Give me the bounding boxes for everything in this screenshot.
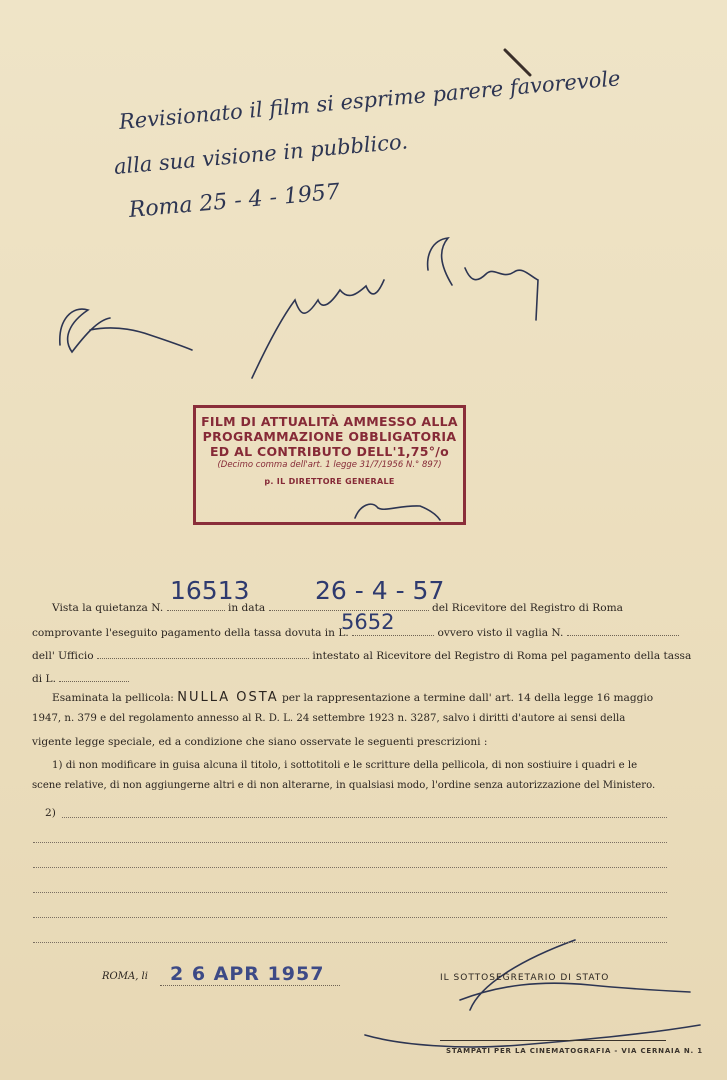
stamp-line-2: PROGRAMMAZIONE OBBLIGATORIA [202, 429, 457, 444]
handwritten-note-line-1: Revisionato il film si esprime parere favorevole [117, 66, 622, 134]
ufficio-label: dell' Ufficio [32, 650, 94, 662]
date-stamp: 2 6 APR 1957 [170, 963, 325, 985]
ovvero-label: ovvero visto il vaglia N. [437, 627, 564, 639]
quietanza-number: 16513 [170, 576, 250, 605]
stamp-line-3: ED AL CONTRIBUTO DELL'1,75°/o [209, 444, 450, 459]
form-line-2 [32, 625, 679, 639]
signature-middle [252, 280, 384, 378]
esaminata-line-3: vigente legge speciale, ed a condizione che siano osservate le seguenti prescrizioni : [32, 736, 488, 748]
blank-line-2 [33, 842, 667, 843]
clause-1-line-1: 1) di non modificare in guisa alcuna il titolo, i sottotitoli e le scritture della pellicola, di non sostiuire i quadri e le [52, 760, 638, 771]
blank-line-6 [33, 942, 667, 943]
handwritten-note-line-2: alla sua visione in pubblico. [112, 129, 409, 179]
approval-stamp [193, 405, 466, 525]
handwritten-note-date: Roma 25 - 4 - 1957 [127, 179, 341, 223]
date-underline [160, 985, 340, 986]
esaminata-line-1 [52, 690, 653, 705]
blank-line-3 [33, 867, 667, 868]
signature-left [60, 309, 192, 352]
stamp-line-4: (Decimo comma dell'art. 1 legge 31/7/1956 N.° 897) [217, 460, 442, 470]
signature-right [428, 238, 538, 320]
signature-bottom [365, 940, 700, 1047]
blank-line-1 [62, 817, 667, 818]
blank-line-5 [33, 917, 667, 918]
stamp-line-5: p. IL DIRETTORE GENERALE [264, 477, 395, 486]
nulla-osta: NULLA OSTA [177, 690, 279, 705]
clause-1-line-2: scene relative, di non aggiungerne altri e di non alterarne, in qualsiasi modo, l'ordine senza autorizzazione del Ministero. [32, 780, 656, 791]
sottosegretario-label: IL SOTTOSEGRETARIO DI STATO [440, 973, 610, 983]
comprovante-label: comprovante l'eseguito pagamento della tassa dovuta in L. [32, 627, 349, 639]
esaminata-rest: per la rappresentazione a termine dall' art. 14 della legge 16 maggio [281, 692, 654, 704]
esaminata-line-2: 1947, n. 379 e del regolamento annesso al R. D. L. 24 settembre 1923 n. 3287, salvo i diritti d'autore ai sensi della [32, 713, 626, 724]
printer-line: STAMPATI PER LA CINEMATOGRAFIA - VIA CERNAIA N. 1 [446, 1047, 703, 1055]
amount-paid: 5652 [341, 610, 395, 634]
di-l-label: di L. [32, 673, 56, 685]
esaminata-label: Esaminata la pellicola: [52, 692, 174, 704]
form-line-1 [52, 600, 623, 614]
intestato-label: intestato al Ricevitore del Registro di Roma pel pagamento della tassa [312, 650, 692, 662]
clause-2-label: 2) [45, 807, 56, 819]
form-line-4 [32, 671, 129, 685]
roma-label: ROMA, li [102, 971, 148, 982]
vista-label: Vista la quietanza N. [52, 602, 164, 614]
printer-rule [440, 1040, 666, 1041]
ricevitore-label: del Ricevitore del Registro di Roma [431, 602, 623, 614]
form-line-3 [32, 648, 691, 662]
quietanza-date: 26 - 4 - 57 [315, 576, 445, 605]
in-data-label: in data [227, 602, 266, 614]
stamp-line-1: FILM DI ATTUALITÀ AMMESSO ALLA [201, 414, 458, 429]
blank-line-4 [33, 892, 667, 893]
